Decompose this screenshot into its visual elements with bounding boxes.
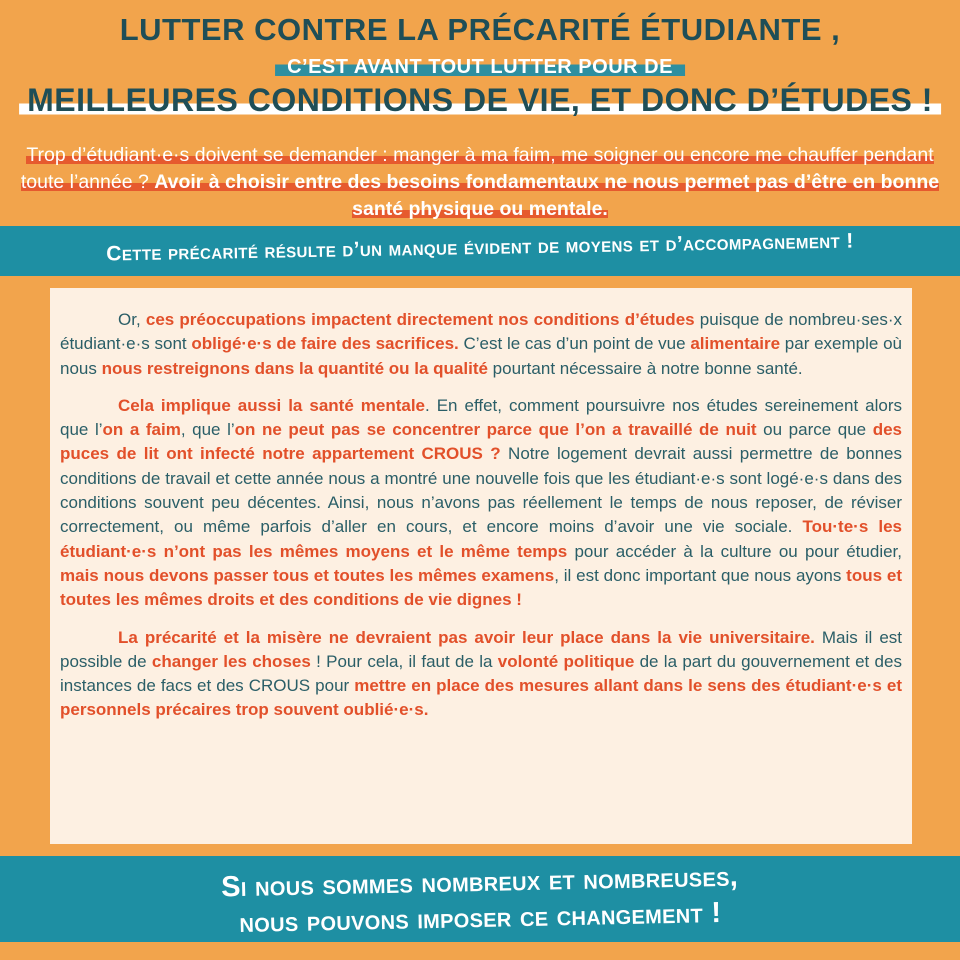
- intro-paragraph: [18, 142, 942, 223]
- body-text: , il est donc important que nous ayons: [554, 565, 847, 585]
- body-text: par exemple où nous: [60, 334, 902, 378]
- emphasis-text: Cela implique aussi la santé mentale: [118, 395, 426, 415]
- emphasis-text: des puces de lit ont infecté notre appartement CROUS ?: [60, 420, 903, 464]
- body-text: Or,: [118, 310, 146, 329]
- body-paragraph-3: [60, 626, 902, 723]
- body-paragraph-2: [60, 394, 902, 613]
- body-text: Mais il est possible de: [60, 627, 902, 671]
- body-text: puisque de nombreu·ses·x étudiant·e·s sont: [60, 310, 902, 354]
- bottom-banner-line-2: nous pouvons imposer ce changement !: [239, 896, 722, 940]
- body-text: ! Pour cela, il faut de la: [310, 651, 498, 671]
- emphasis-text: on a faim: [102, 420, 181, 440]
- body-text: ou parce que: [756, 420, 873, 440]
- emphasis-text: tous et toutes les mêmes droits et des conditions de vie dignes !: [60, 565, 902, 610]
- body-text: . En effet, comment poursuivre nos études sereinement alors que l’: [60, 395, 902, 440]
- body-text: pourtant nécessaire à notre bonne santé.: [487, 358, 803, 378]
- top-banner-text: Cette précarité résulte d’un manque évident de moyens et d’accompagnement !: [106, 229, 854, 266]
- headline-line-1: LUTTER CONTRE LA PRÉCARITÉ ÉTUDIANTE ,: [119, 12, 841, 47]
- emphasis-text: volonté politique: [497, 651, 635, 671]
- body-text: pour accéder à la culture ou pour étudier,: [567, 541, 902, 561]
- intro-emphasis: Avoir à choisir entre des besoins fondamentaux ne nous permet pas d’être en bonne santé physique ou mentale.: [154, 171, 940, 220]
- emphasis-text: ces préoccupations impactent directement nos conditions d’études: [145, 310, 695, 329]
- body-text: C’est le cas d’un point de vue: [458, 334, 691, 354]
- emphasis-text: mais nous devons passer tous et toutes les mêmes examens: [60, 565, 555, 585]
- body-text: Notre logement devrait aussi permettre de bonnes conditions de travail et cette année nous a montré une nouvelle fois que les étudiant·e·s sont logé·e·s dans des conditions souvent peu décentes. Ainsi, nous n’avons pas réellement le temps de nous reposer, de réviser correctement, ou même parfois d’aller en cours, et encore moins d’avoir une vie sociale.: [60, 444, 902, 537]
- body-text: , que l’: [180, 420, 235, 440]
- bottom-banner-text: [0, 854, 960, 946]
- emphasis-text: Tou·te·s les étudiant·e·s n’ont pas les mêmes moyens et le même temps: [60, 517, 903, 561]
- emphasis-text: La précarité et la misère ne devraient pas avoir leur place dans la vie universitaire.: [118, 627, 815, 647]
- body-text: de la part du gouvernement et des instances de facs et des CROUS pour: [60, 651, 902, 696]
- emphasis-text: changer les choses: [151, 651, 311, 671]
- bottom-banner-line-1: Si nous sommes nombreux et nombreuses,: [220, 860, 739, 904]
- emphasis-text: alimentaire: [690, 334, 781, 354]
- emphasis-text: obligé·e·s de faire des sacrifices.: [191, 334, 459, 354]
- emphasis-text: nous restreignons dans la quantité ou la qualité: [101, 358, 488, 378]
- bottom-banner: [0, 856, 960, 942]
- emphasis-text: mettre en place des mesures allant dans le sens des étudiant·e·s et personnels précaires trop souvent oublié·e·s.: [60, 676, 902, 720]
- top-banner: [0, 226, 960, 276]
- headline-line-2: C’EST AVANT TOUT LUTTER POUR DE: [275, 56, 685, 79]
- headline-line-3: MEILLEURES CONDITIONS DE VIE, ET DONC D’ÉTUDES !: [19, 82, 941, 119]
- emphasis-text: on ne peut pas se concentrer parce que l’on a travaillé de nuit: [234, 420, 757, 440]
- body-panel: [50, 288, 912, 844]
- intro-question: Trop d’étudiant·e·s doivent se demander : manger à ma faim, me soigner ou encore me chauffer pendant toute l’année ?: [20, 144, 934, 193]
- body-paragraph-1: [60, 308, 902, 381]
